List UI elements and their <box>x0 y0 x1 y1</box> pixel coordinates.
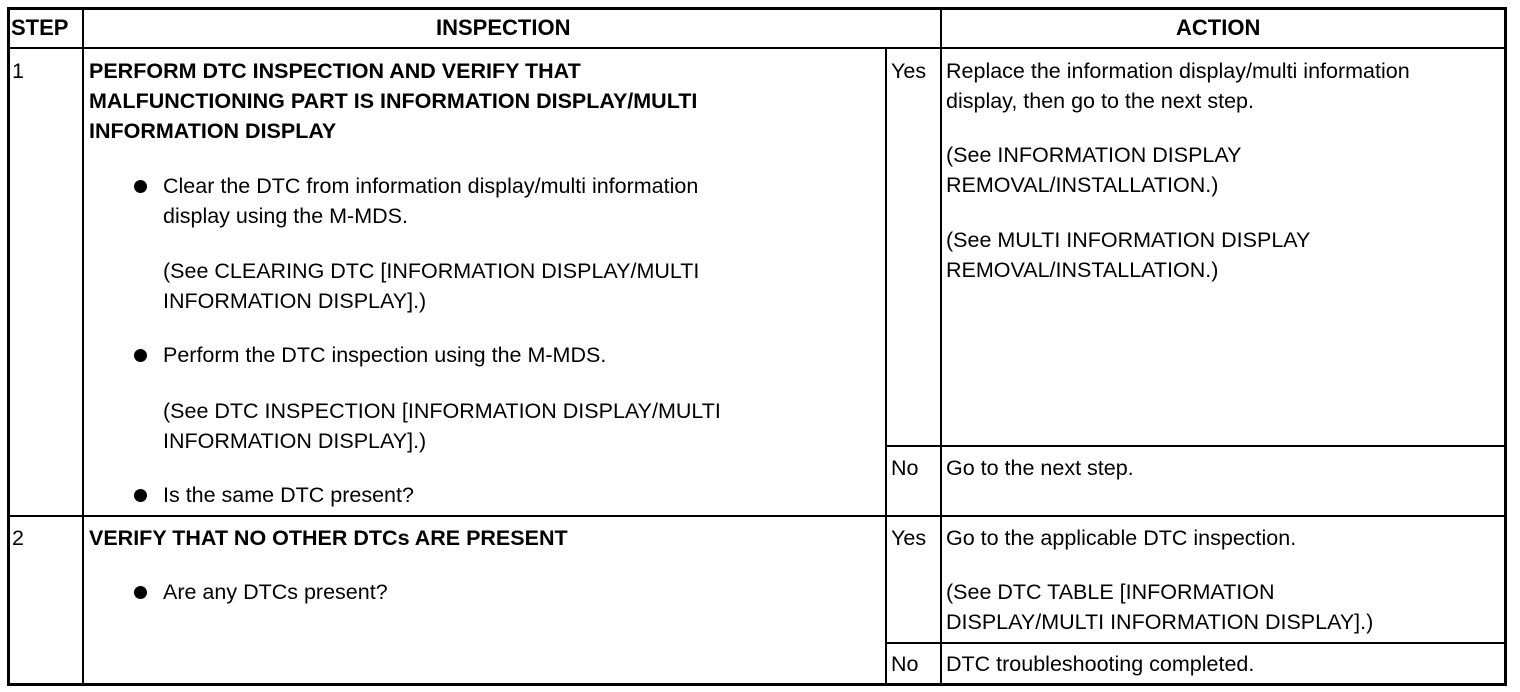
step-number: 1 <box>12 59 24 83</box>
inspection-title-line: VERIFY THAT NO OTHER DTCs ARE PRESENT <box>89 526 568 550</box>
action-line: Replace the information display/multi information <box>946 59 1410 83</box>
answer-yes: Yes <box>891 59 927 83</box>
inspection-item-line: display using the M-MDS. <box>163 204 408 228</box>
inspection-title-line: INFORMATION DISPLAY <box>89 119 337 143</box>
inspection-title-line: MALFUNCTIONING PART IS INFORMATION DISPLAY/MULTI <box>89 89 698 113</box>
header-step: STEP <box>11 15 69 40</box>
inspection-title-line: PERFORM DTC INSPECTION AND VERIFY THAT <box>89 59 581 83</box>
action-line: Go to the applicable DTC inspection. <box>946 526 1297 550</box>
reference-note-line: INFORMATION DISPLAY].) <box>163 429 427 453</box>
reference-note-line: (See DTC INSPECTION [INFORMATION DISPLAY/MULTI <box>163 399 721 423</box>
answer-no: No <box>891 652 919 676</box>
header-action: ACTION <box>1176 15 1261 40</box>
reference-note-line: (See CLEARING DTC [INFORMATION DISPLAY/MULTI <box>163 259 700 283</box>
answer-no: No <box>891 456 919 480</box>
bullet-icon <box>134 180 147 193</box>
inspection-item-line: Is the same DTC present? <box>163 483 414 507</box>
bullet-icon <box>134 349 147 362</box>
action-line: (See DTC TABLE [INFORMATION <box>946 580 1275 604</box>
inspection-item-line: Perform the DTC inspection using the M-MDS. <box>163 343 607 367</box>
action-line: DTC troubleshooting completed. <box>946 652 1255 676</box>
action-line: REMOVAL/INSTALLATION.) <box>946 258 1219 282</box>
bullet-icon <box>134 586 147 599</box>
bullet-icon <box>134 489 147 502</box>
inspection-item-line: Clear the DTC from information display/multi information <box>163 174 699 198</box>
action-line: REMOVAL/INSTALLATION.) <box>946 173 1219 197</box>
inspection-item-line: Are any DTCs present? <box>163 580 388 604</box>
reference-note-line: INFORMATION DISPLAY].) <box>163 289 427 313</box>
action-line: (See MULTI INFORMATION DISPLAY <box>946 228 1311 252</box>
header-inspection: INSPECTION <box>436 15 571 40</box>
action-line: Go to the next step. <box>946 456 1134 480</box>
action-line: display, then go to the next step. <box>946 89 1254 113</box>
action-line: DISPLAY/MULTI INFORMATION DISPLAY].) <box>946 610 1374 634</box>
action-line: (See INFORMATION DISPLAY <box>946 143 1242 167</box>
step-number: 2 <box>12 526 24 550</box>
answer-yes: Yes <box>891 526 927 550</box>
